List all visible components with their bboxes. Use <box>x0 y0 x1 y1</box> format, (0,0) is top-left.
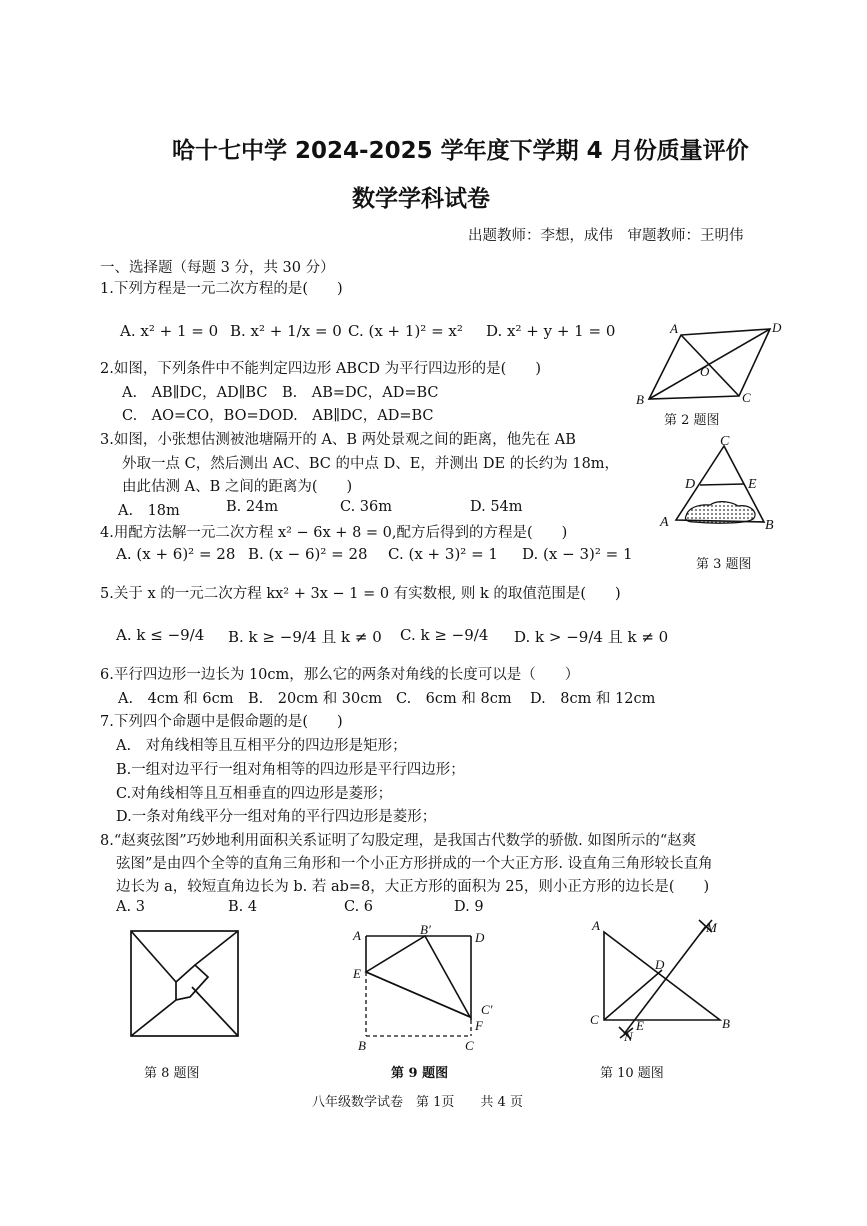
q1-option-d: D. x² + y + 1 = 0 <box>486 322 616 340</box>
q6-option-c: C. 6cm 和 8cm <box>396 691 512 707</box>
figure-10-right-triangle-bisector <box>584 912 744 1044</box>
section-heading: 一、选择题（每题 3 分，共 30 分） <box>100 260 335 276</box>
q5-option-b: B. k ≥ −9/4 且 k ≠ 0 <box>228 628 382 646</box>
fig9-label-f: F <box>475 1018 483 1033</box>
q4-option-c: C. (x + 3)² = 1 <box>388 545 498 563</box>
q7-option-d: D.一条对角线平分一组对角的平行四边形是菱形； <box>116 809 437 825</box>
q5-option-a: A. k ≤ −9/4 <box>116 626 205 644</box>
q7-option-c: C.对角线相等且互相垂直的四边形是菱形； <box>116 786 393 802</box>
figure-2-parallelogram <box>630 318 790 410</box>
q8-option-a: A. 3 <box>116 899 145 915</box>
q5-stem: 5.关于 x 的一元二次方程 kx² + 3x − 1 = 0 有实数根, 则 k 的取值范围是( ) <box>100 586 621 602</box>
fig2-label-c: C <box>742 390 751 405</box>
q2-stem: 2.如图，下列条件中不能判定四边形 ABCD 为平行四边形的是( ) <box>100 361 541 377</box>
q4-option-b: B. (x − 6)² = 28 <box>248 545 368 563</box>
page-footer: 八年级数学试卷 第 1页 共 4 页 <box>312 1095 523 1110</box>
figure-9-folded-rectangle <box>350 922 500 1056</box>
fig10-label-b: B <box>722 1016 730 1031</box>
fig10-label-e: E <box>636 1018 644 1033</box>
fig10-label-c: C <box>590 1012 599 1027</box>
fig3-label-e: E <box>748 477 757 492</box>
q6-stem: 6.平行四边形一边长为 10cm，那么它的两条对角线的长度可以是（ ） <box>100 667 580 683</box>
q6-option-d: D. 8cm 和 12cm <box>530 691 656 707</box>
q3-option-d: D. 54m <box>470 499 523 515</box>
q5-option-d: D. k > −9/4 且 k ≠ 0 <box>514 628 669 646</box>
q3-line2: 外取一点 C，然后测出 AC、BC 的中点 D、E，并测出 DE 的长约为 18m， <box>122 456 620 472</box>
fig2-label-a: A <box>670 321 678 336</box>
fig9-label-c-prime: C′ <box>481 1002 493 1017</box>
q1-option-a: A. x² + 1 = 0 <box>120 322 219 340</box>
q1-option-c: C. (x + 1)² = x² <box>348 322 463 340</box>
fig10-label-m: M <box>706 920 717 935</box>
fig9-label-d: D <box>475 930 485 945</box>
q3-option-b: B. 24m <box>226 499 279 515</box>
fig2-label-d: D <box>772 320 782 335</box>
exam-title: 哈十七中学 2024-2025 学年度下学期 4 月份质量评价 <box>172 138 749 164</box>
q4-option-d: D. (x − 3)² = 1 <box>522 545 633 563</box>
q1-stem: 1.下列方程是一元二次方程的是( ) <box>100 281 343 297</box>
q4-option-a: A. (x + 6)² = 28 <box>116 545 236 563</box>
fig3-label-c: C <box>720 434 730 449</box>
fig10-caption: 第 10 题图 <box>600 1066 664 1081</box>
fig3-label-b: B <box>765 518 774 533</box>
q7-option-a: A. 对角线相等且互相平分的四边形是矩形； <box>116 738 407 754</box>
fig9-label-b-prime: B′ <box>420 922 431 937</box>
fig10-label-n: N <box>624 1029 633 1044</box>
q4-stem: 4.用配方法解一元二次方程 x² − 6x + 8 = 0,配方后得到的方程是( ) <box>100 525 568 541</box>
q8-line3: 边长为 a，较短直角边长为 b. 若 ab=8，大正方形的面积为 25，则小正方形的边长是( ) <box>116 879 710 895</box>
fig9-label-e: E <box>353 966 361 981</box>
fig9-label-c: C <box>465 1038 474 1053</box>
fig2-caption: 第 2 题图 <box>664 413 720 428</box>
q3-option-c: C. 36m <box>340 499 392 515</box>
fig9-caption: 第 9 题图 <box>391 1066 449 1081</box>
fig9-label-b: B <box>358 1038 366 1053</box>
fig3-label-a: A <box>660 515 669 530</box>
q2-option-b: B. AB=DC，AD=BC <box>282 385 439 401</box>
q8-line2: 弦图”是由四个全等的直角三角形和一个小正方形拼成的一个大正方形. 设直角三角形较长直角 <box>116 856 713 872</box>
q8-option-d: D. 9 <box>454 899 484 915</box>
q7-option-b: B.一组对边平行一组对角相等的四边形是平行四边形； <box>116 762 465 778</box>
q8-option-b: B. 4 <box>228 899 258 915</box>
q6-option-a: A. 4cm 和 6cm <box>118 691 234 707</box>
figure-3-pond-triangle <box>654 432 784 537</box>
fig10-label-a: A <box>592 918 600 933</box>
q1-option-b: B. x² + 1/x = 0 <box>230 322 342 340</box>
q3-option-a: A. 18m <box>118 503 180 519</box>
fig2-label-o: O <box>700 364 710 379</box>
author-line: 出题教师：李想，成伟 审题教师：王明伟 <box>468 228 744 244</box>
figure-8-zhao-shuang-diagram <box>128 928 242 1040</box>
q7-stem: 7.下列四个命题中是假命题的是( ) <box>100 714 343 730</box>
q2-option-d: D. AB∥DC，AD=BC <box>282 408 434 424</box>
q8-line1: 8.“赵爽弦图”巧妙地利用面积关系证明了勾股定理，是我国古代数学的骄傲. 如图所示的“赵爽 <box>100 833 697 849</box>
fig10-label-d: D <box>655 957 665 972</box>
fig2-label-b: B <box>636 392 644 407</box>
q3-line3: 由此估测 A、B 之间的距离为( ) <box>122 479 353 495</box>
subject-title: 数学学科试卷 <box>352 186 490 212</box>
fig3-caption: 第 3 题图 <box>696 557 752 572</box>
fig8-caption: 第 8 题图 <box>144 1066 200 1081</box>
fig3-label-d: D <box>685 477 696 492</box>
q2-option-c: C. AO=CO，BO=DO <box>122 408 283 424</box>
fig9-label-a: A <box>353 928 361 943</box>
q6-option-b: B. 20cm 和 30cm <box>248 691 383 707</box>
q3-line1: 3.如图，小张想估测被池塘隔开的 A、B 两处景观之间的距离，他先在 AB <box>100 432 576 448</box>
q2-option-a: A. AB∥DC，AD∥BC <box>122 385 268 401</box>
q8-option-c: C. 6 <box>344 899 374 915</box>
q5-option-c: C. k ≥ −9/4 <box>400 626 489 644</box>
